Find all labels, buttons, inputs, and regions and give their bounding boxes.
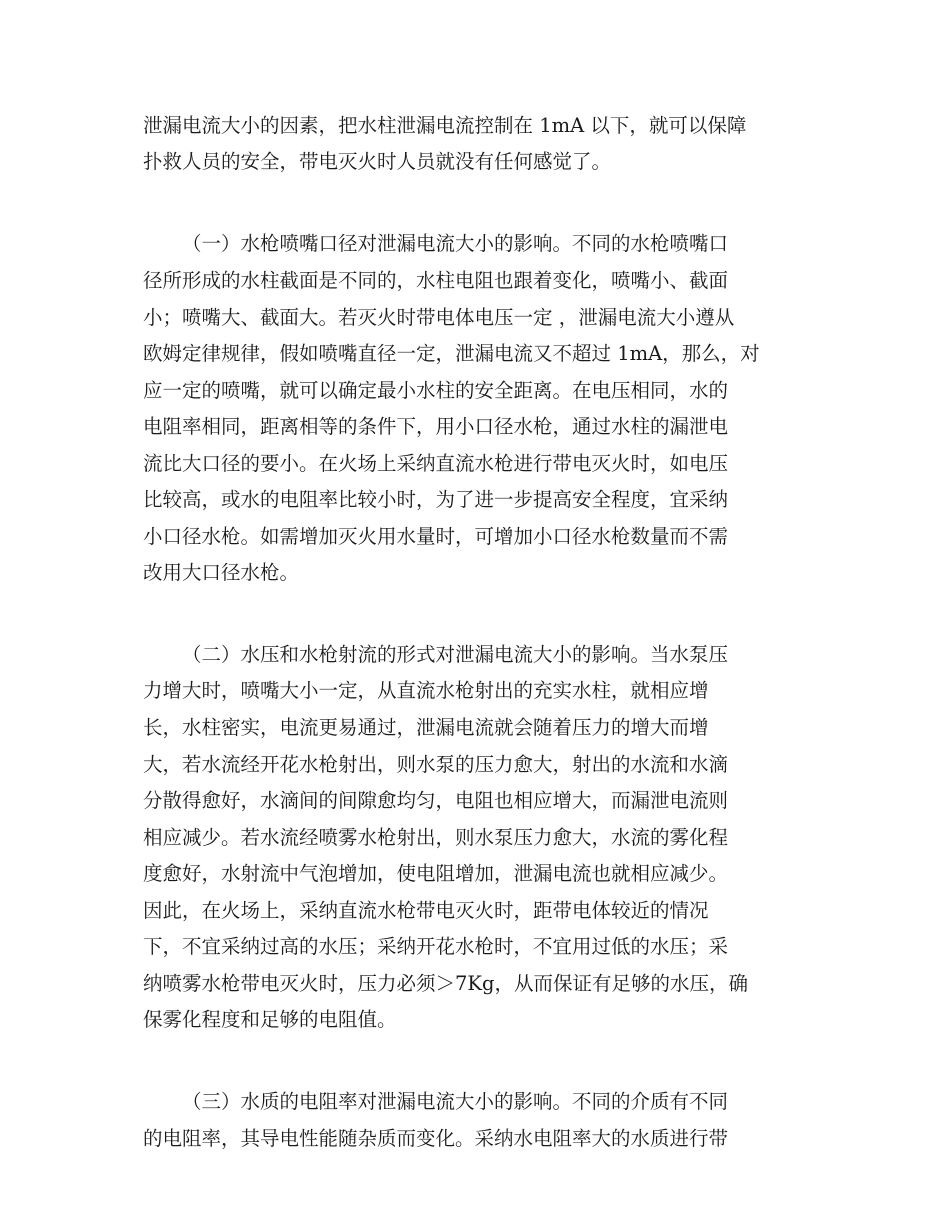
- text-line: 改用大口径水枪。: [143, 561, 300, 584]
- text-line: 电阻率相同，距离相等的条件下，用小口径水枪，通过水柱的漏泄电: [143, 415, 729, 438]
- text-line: 度愈好，水射流中气泡增加，使电阻增加，泄漏电流也就相应减少。: [143, 862, 729, 885]
- text-line: 小；喷嘴大、截面大。若灭火时带电体电压一定 ，泄漏电流大小遵从: [143, 306, 735, 329]
- text-line: 纳喷雾水枪带电灭火时，压力必须＞7Kg，从而保证有足够的水压，确: [143, 972, 748, 995]
- text-line: 长，水柱密实，电流更易通过，泄漏电流就会随着压力的增大而增: [143, 716, 709, 739]
- text-line: 比较高，或水的电阻率比较小时，为了进一步提高安全程度，宜采纳: [143, 488, 729, 511]
- text-line: 泄漏电流大小的因素，把水柱泄漏电流控制在 1mA 以下，就可以保障: [143, 114, 747, 137]
- text-line: 分散得愈好，水滴间的间隙愈均匀，电阻也相应增大，而漏泄电流则: [143, 789, 729, 812]
- text-line: 的电阻率，其导电性能随杂质而变化。采纳水电阻率大的水质进行带: [143, 1127, 729, 1150]
- text-line: 保雾化程度和足够的电阻值。: [143, 1008, 397, 1031]
- text-line: 应一定的喷嘴，就可以确定最小水柱的安全距离。在电压相同，水的: [143, 379, 729, 402]
- text-line: 相应减少。若水流经喷雾水枪射出，则水泵压力愈大，水流的雾化程: [143, 826, 729, 849]
- text-line: 下，不宜采纳过高的水压；采纳开花水枪时，不宜用过低的水压；采: [143, 935, 729, 958]
- text-line: 扑救人员的安全，带电灭火时人员就没有任何感觉了。: [143, 150, 612, 173]
- text-line: 力增大时，喷嘴大小一定，从直流水枪射出的充实水柱，就相应增: [143, 679, 709, 702]
- text-line: 大，若水流经开花水枪射出，则水泵的压力愈大，射出的水流和水滴: [143, 753, 729, 776]
- paragraph-3-heading-line: （三）水质的电阻率对泄漏电流大小的影响。不同的介质有不同: [182, 1090, 729, 1113]
- paragraph-2-heading-line: （二）水压和水枪射流的形式对泄漏电流大小的影响。当水泵压: [182, 643, 729, 666]
- text-line: 径所形成的水柱截面是不同的，水柱电阻也跟着变化，喷嘴小、截面: [143, 269, 729, 292]
- text-line: 小口径水枪。如需增加灭火用水量时，可增加小口径水枪数量而不需: [143, 525, 729, 548]
- text-line: 欧姆定律规律，假如喷嘴直径一定，泄漏电流又不超过 1mA，那么，对: [143, 342, 760, 365]
- paragraph-1-heading-line: （一）水枪喷嘴口径对泄漏电流大小的影响。不同的水枪喷嘴口: [182, 232, 729, 255]
- text-line: 流比大口径的要小。在火场上采纳直流水枪进行带电灭火时，如电压: [143, 452, 729, 475]
- text-line: 因此，在火场上，采纳直流水枪带电灭火时，距带电体较近的情况: [143, 899, 709, 922]
